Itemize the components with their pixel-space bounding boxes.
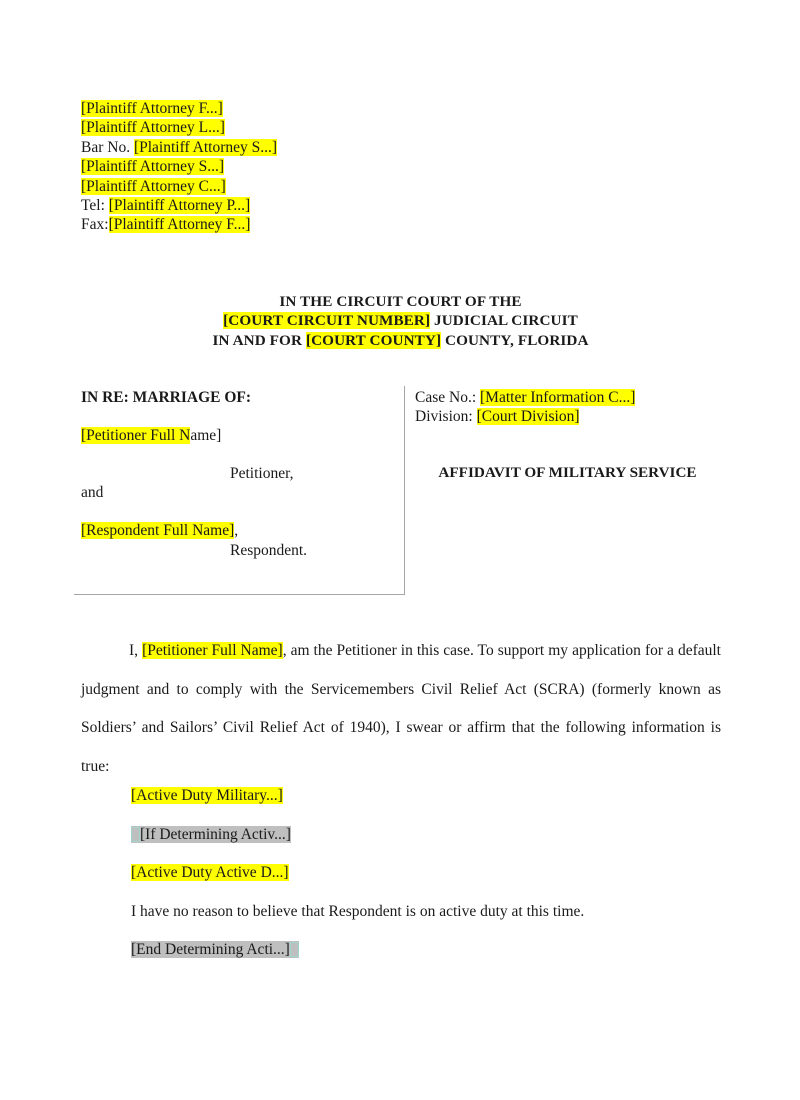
petitioner-name-line	[81, 427, 221, 445]
court-heading-line-2	[81, 311, 720, 330]
case-no-label: Case No.:	[415, 389, 481, 406]
document-title: AFFIDAVIT OF MILITARY SERVICE	[438, 464, 697, 481]
division-label: Division:	[415, 408, 477, 425]
attorney-fax-line	[81, 215, 277, 234]
attorney-fax-field[interactable]: [Plaintiff Attorney F...]	[108, 216, 251, 234]
county-florida-label: COUNTY, FLORIDA	[441, 331, 589, 349]
attorney-phone-field[interactable]: [Plaintiff Attorney P...]	[108, 196, 251, 214]
tel-label: Tel:	[81, 196, 109, 214]
in-re-heading: IN RE: MARRIAGE OF:	[81, 389, 252, 406]
in-and-for-label: IN AND FOR	[212, 331, 306, 349]
if-determining-active-label: [If Determining Activ...]	[140, 825, 291, 843]
merge-field-list	[131, 786, 731, 959]
attorney-bar-number-field[interactable]: [Plaintiff Attorney S...]	[133, 138, 278, 156]
case-caption-table	[74, 386, 720, 596]
merge-item-active-duty-active-d	[131, 863, 731, 882]
end-determining-active-label: [End Determining Acti...]	[131, 941, 290, 958]
court-division-field[interactable]: [Court Division]	[476, 408, 580, 425]
end-determining-active-block[interactable]	[131, 941, 299, 958]
respondent-name-comma: ,	[234, 522, 239, 539]
respondent-full-name-field[interactable]: [Respondent Full Name]	[81, 522, 235, 539]
attorney-first-name-field[interactable]: [Plaintiff Attorney F...]	[81, 100, 223, 117]
caption-conjunction: and	[81, 484, 104, 501]
attorney-city-field[interactable]: [Plaintiff Attorney C...]	[81, 177, 226, 195]
merge-item-active-duty-military	[131, 786, 731, 805]
body-remaining-text: , am the Petitioner in this case. To support my application for a default judgment and to comply with the Servicemembers Civil Relief Act (SCRA) (formerly known as Soldiers’ and Sailors’ Civil Relief Act of 1940), I swear or affirm that the following information is true:	[81, 642, 721, 775]
attorney-street-line	[81, 157, 277, 176]
court-heading-line-1: IN THE CIRCUIT COURT OF THE	[279, 293, 522, 310]
respondent-name-line	[81, 522, 238, 540]
merge-item-end-determining-active	[131, 940, 731, 959]
field-end-marker-icon	[290, 942, 299, 957]
caption-parties-cell	[74, 386, 405, 595]
division-line	[415, 408, 579, 426]
petitioner-full-name-field-tail: ame]	[190, 427, 222, 444]
petitioner-full-name-field[interactable]: [Petitioner Full N	[81, 427, 191, 444]
attorney-info-block	[81, 99, 277, 235]
court-heading	[81, 292, 720, 350]
court-circuit-number-field[interactable]: [COURT CIRCUIT NUMBER]	[223, 312, 431, 330]
body-petitioner-name-field[interactable]: [Petitioner Full Name]	[142, 642, 283, 659]
merge-item-if-determining-active	[131, 825, 731, 844]
active-duty-active-d-field[interactable]: [Active Duty Active D...]	[131, 864, 289, 881]
if-determining-active-block[interactable]	[131, 826, 291, 843]
petitioner-role-label: Petitioner,	[230, 465, 294, 482]
attorney-bar-line	[81, 138, 277, 157]
case-number-field[interactable]: [Matter Information C...]	[480, 389, 636, 406]
caption-case-info-cell	[405, 386, 720, 595]
fax-label: Fax:	[81, 216, 109, 234]
attorney-last-name-line	[81, 118, 277, 137]
bar-no-label: Bar No.	[81, 138, 134, 156]
court-heading-line-3	[81, 331, 720, 350]
judicial-circuit-label: JUDICIAL CIRCUIT	[430, 312, 578, 330]
respondent-role-label: Respondent.	[230, 542, 308, 559]
attorney-city-line	[81, 177, 277, 196]
court-county-field[interactable]: [COURT COUNTY]	[305, 331, 442, 349]
case-number-line	[415, 389, 635, 407]
attorney-street-field[interactable]: [Plaintiff Attorney S...]	[81, 158, 225, 176]
affidavit-body-paragraph	[81, 632, 721, 786]
active-duty-military-field[interactable]: [Active Duty Military...]	[131, 787, 283, 804]
field-start-marker-icon	[131, 827, 140, 842]
merge-item-no-reason-statement: I have no reason to believe that Respondent is on active duty at this time.	[131, 902, 585, 920]
attorney-last-name-field[interactable]: [Plaintiff Attorney L...]	[81, 119, 225, 137]
attorney-phone-line	[81, 196, 277, 215]
attorney-firm-line	[81, 99, 277, 118]
body-lead-text: I,	[129, 642, 143, 659]
